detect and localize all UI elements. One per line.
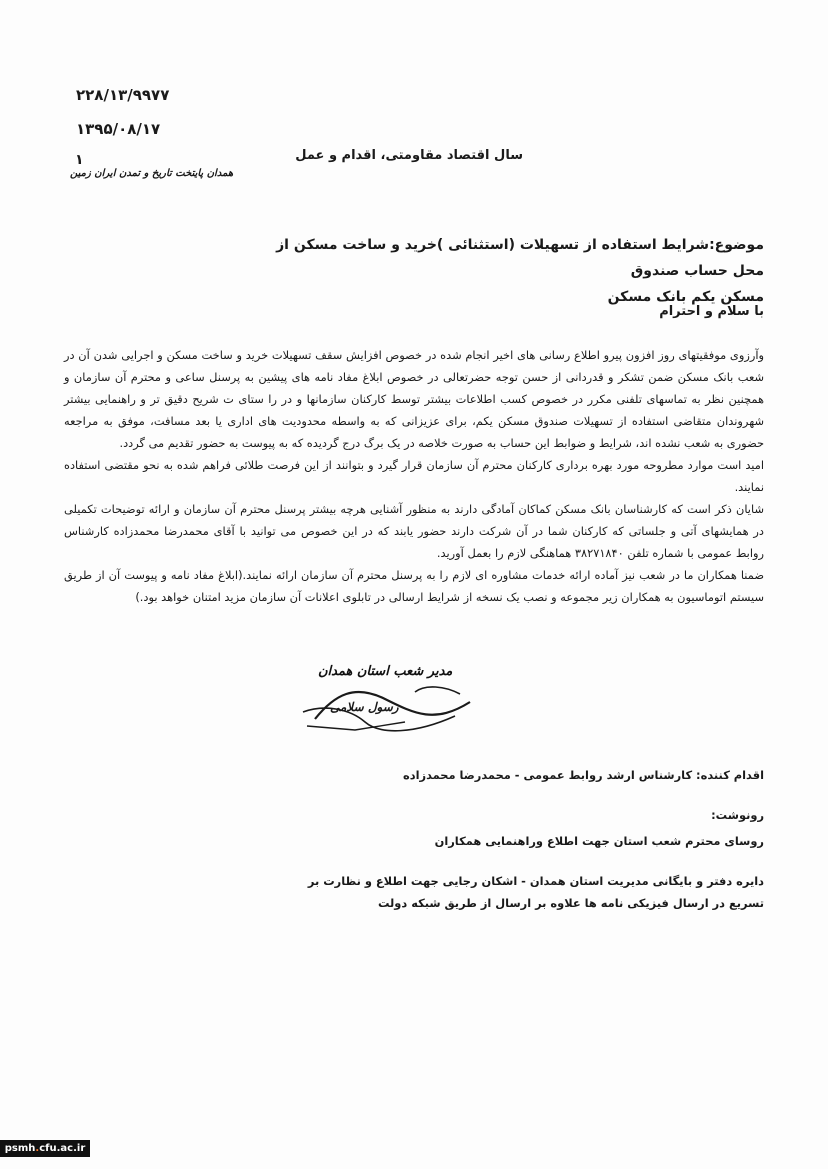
body-paragraph-1: وآرزوی موفقیتهای روز افزون پیرو اطلاع رسانی های اخیر انجام شده در خصوص افزایش سقف تسهیلات خرید و ساخت مسکن و اجرایی شدن آن در شعب بانک مسکن ضمن تشکر و قدردانی از حسن توجه حضرتعالی در خصوص ابلاغ مفاد نامه های پیشین به پرسنل ساعی و محترم آن سازمان و همچنین نظر به تماسهای تلفنی مکرر در خصوص کسب اطلاعات بیشتر توسط کارکنان سازمانها و در را ستای ت شریح دقیق تر و راهنمایی بیشتر شهروندان متقاضی استفاده از تسهیلات صندوق مسکن یکم، برای عزیزانی که به واسطه محدودیت های اداری یا بعد مسافت، موفق به مراجعه حضوری به شعب نشده اند، شرایط و ضوابط این حساب به صورت خلاصه در یک برگ درج گردیده که به پیوست به حضور تقدیم می گردد.: [64, 348, 764, 450]
site-watermark: [0, 1140, 90, 1157]
action-by: اقدام کننده: کارشناس ارشد روابط عمومی - محمدرضا محمدزاده: [403, 768, 764, 782]
watermark-dot: .: [35, 1143, 40, 1154]
letter-reference-number: ۲۲۸/۱۳/۹۹۷۷: [76, 86, 170, 104]
cc-label: رونوشت:: [711, 808, 764, 822]
letter-subject: [244, 232, 764, 310]
letter-body: [64, 344, 764, 608]
watermark-suffix: cfu.ac.ir: [39, 1143, 86, 1154]
cc-recipient-1: روسای محترم شعب استان جهت اطلاع وراهنمایی همکاران: [434, 834, 764, 848]
cc-recipient-2: دایره دفتر و بایگانی مدیریت استان همدان - اشکان رجایی جهت اطلاع و نظارت بر تسریع در ارسال فیزیکی نامه ها علاوه بر ارسال از طریق شبکه دولت: [307, 874, 764, 910]
subject-line-2: مسکن یکم بانک مسکن: [607, 289, 764, 305]
watermark-prefix: psmh: [4, 1143, 36, 1154]
attachment-count: ۱: [75, 152, 84, 168]
year-slogan: سال اقتصاد مقاومتی، اقدام و عمل: [295, 148, 523, 163]
city-slogan: همدان پایتخت تاریخ و تمدن ایران زمین: [70, 168, 234, 179]
handwritten-signature: [295, 664, 510, 734]
body-paragraph-3: شایان ذکر است که کارشناسان بانک مسکن کماکان آمادگی دارند به منظور آشنایی هرچه بیشتر پرسنل محترم آن سازمان و ارائه توضیحات تکمیلی در همایشهای آتی و جلساتی که کارکنان شما در آن شرکت دارند حضور یابند که در این خصوص می توانید با آقای محمدرضا محمدزاده کارشناس روابط عمومی با شماره تلفن ۳۸۲۷۱۸۴۰ هماهنگی لازم را بعمل آورید.: [64, 502, 764, 560]
body-paragraph-4: ضمنا همکاران ما در شعب نیز آماده ارائه خدمات مشاوره ای لازم را به پرسنل محترم آن سازمان ارائه نمایند.(ابلاغ مفاد نامه و پیوست آن از طریق سیستم اتوماسیون به همکاران زیر مجموعه و نصب یک نسخه از شرایط ارسالی در تابلوی اعلانات آن سازمان مزید امتنان خواهد بود.): [64, 568, 764, 604]
letter-date: ۱۳۹۵/۰۸/۱۷: [76, 120, 161, 138]
greeting: با سلام و احترام: [659, 304, 764, 319]
subject-line-1: موضوع:شرایط استفاده از تسهیلات (استثنائی )خرید و ساخت مسکن از محل حساب صندوق: [276, 237, 764, 279]
signatory-name: رسول سلامی: [330, 700, 399, 714]
signature-title: مدیر شعب استان همدان: [318, 664, 453, 679]
body-paragraph-2: امید است موارد مطروحه مورد بهره برداری کارکنان محترم آن سازمان قرار گیرد و بتوانند از این فرصت طلائی فراهم شده به نحو مقتضی استفاده نمایند.: [64, 458, 764, 494]
